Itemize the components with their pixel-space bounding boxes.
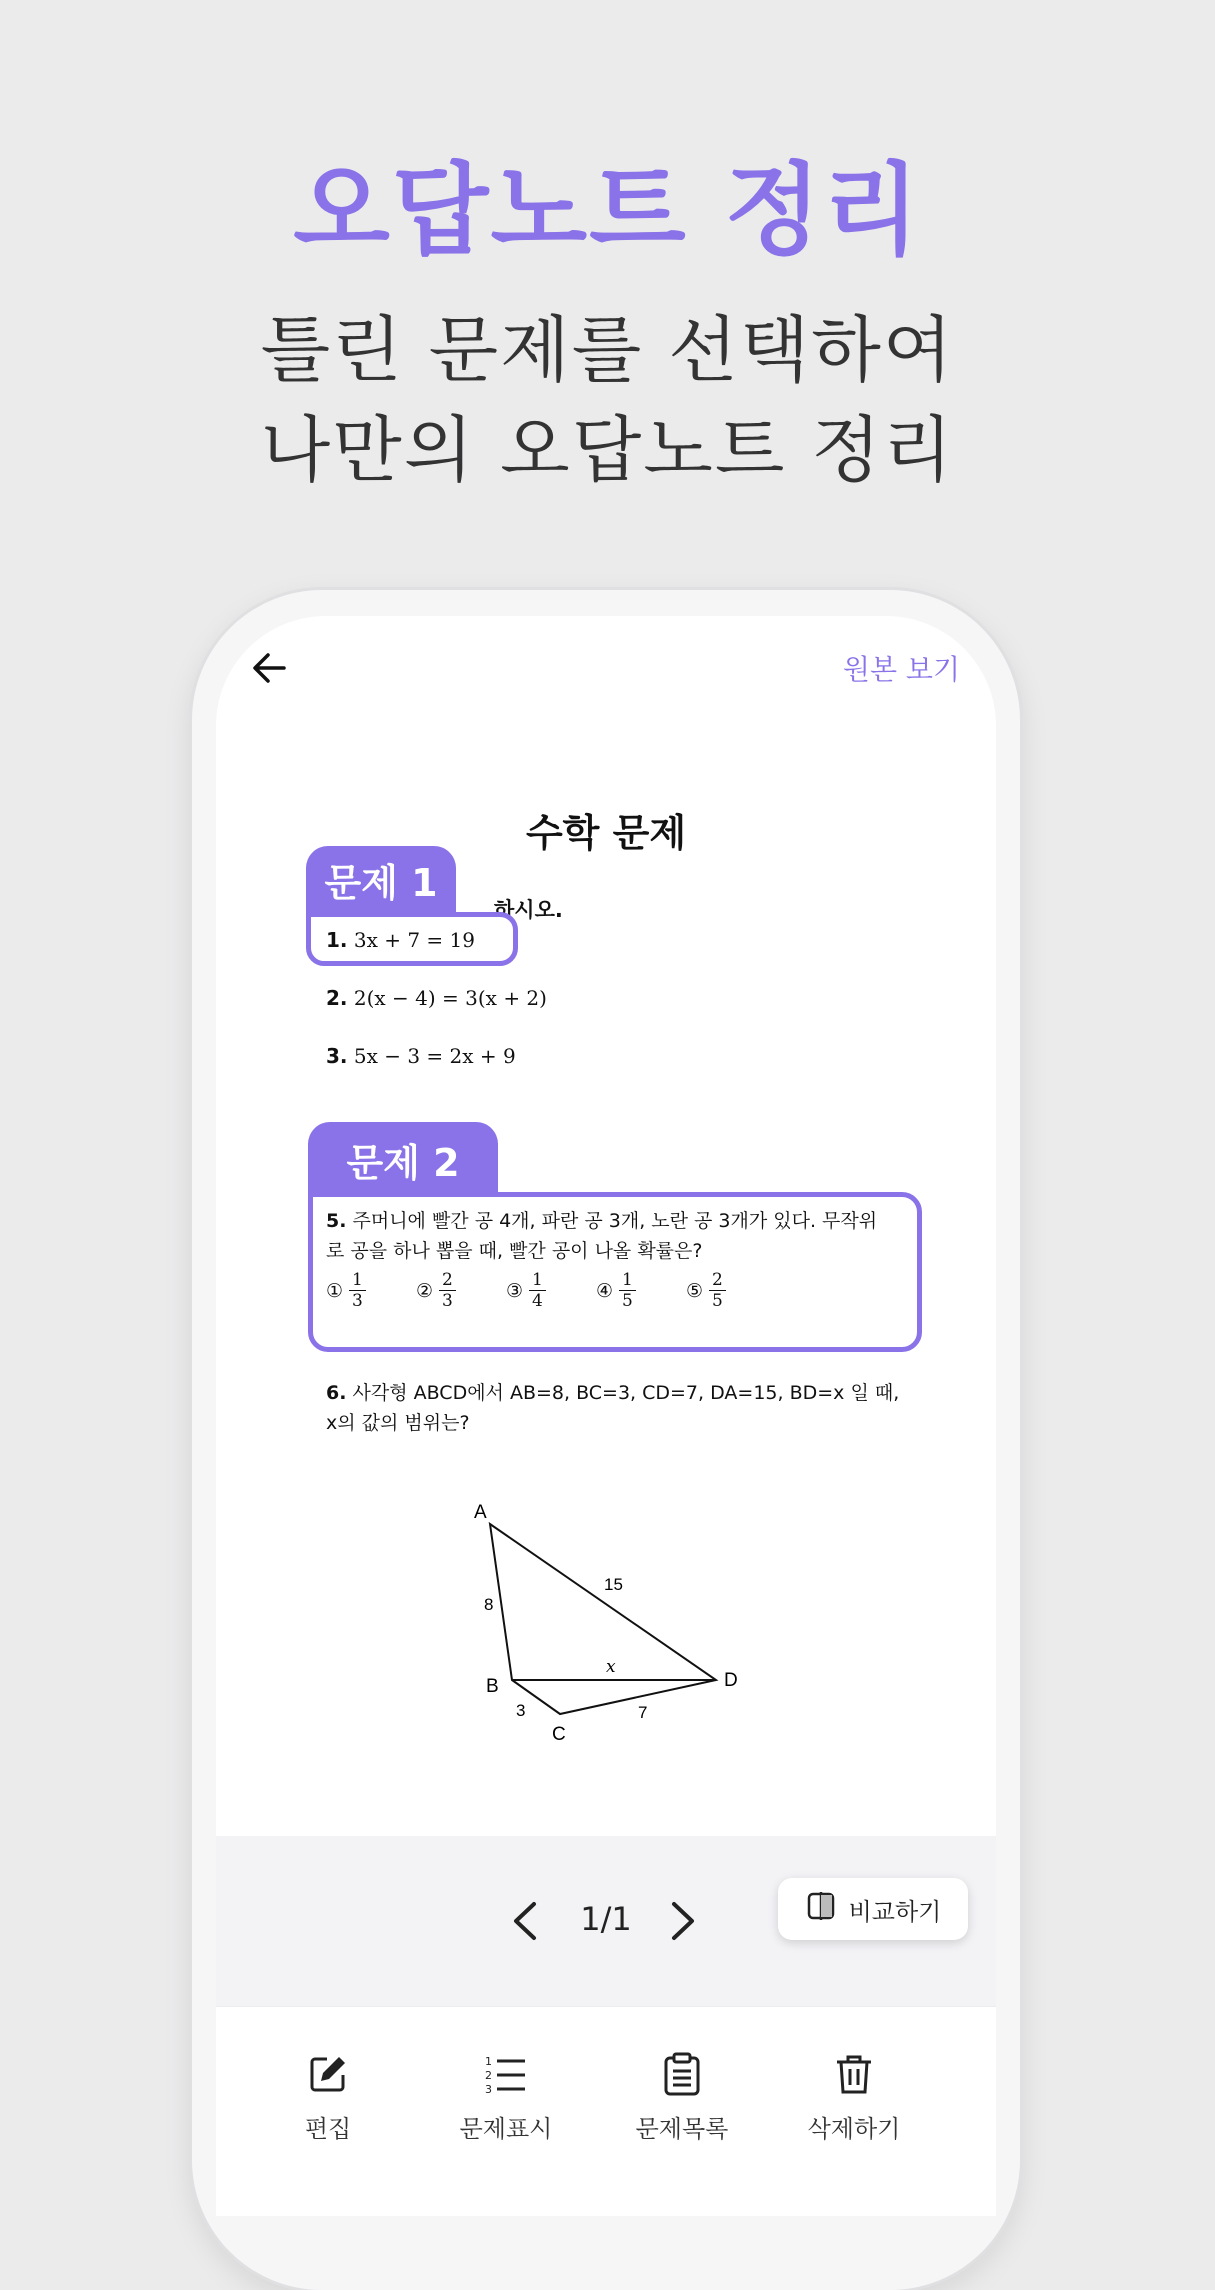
compare-label: 비교하기 — [848, 1897, 942, 1926]
question-2 — [326, 986, 547, 1010]
choice-mark: ⑤ — [686, 1279, 704, 1302]
question-6 — [326, 1378, 906, 1438]
choice-mark: ① — [326, 1279, 344, 1302]
quadrilateral-figure — [446, 1476, 766, 1776]
mark-problems-label: 문제표시 — [459, 2115, 553, 2143]
delete-button[interactable] — [774, 2051, 934, 2144]
question-3-text: 5x − 3 = 2x + 9 — [353, 1044, 516, 1068]
edge-cd-label: 7 — [638, 1703, 648, 1722]
choice-numerator: 1 — [619, 1270, 636, 1291]
problem-1-tag[interactable]: 문제 1 — [306, 846, 456, 912]
vertex-b-label: B — [486, 1676, 499, 1697]
delete-label: 삭제하기 — [807, 2115, 901, 2143]
edit-label: 편집 — [304, 2115, 352, 2143]
page-indicator: 1/1 — [580, 1900, 632, 1938]
svg-text:1: 1 — [485, 2055, 492, 2068]
question-3 — [326, 1044, 516, 1068]
edit-button[interactable] — [248, 2051, 408, 2144]
choice-denominator: 4 — [532, 1291, 543, 1311]
vertex-d-label: D — [724, 1670, 738, 1691]
numbered-list-icon — [483, 2051, 529, 2097]
question-5-number: 5. — [326, 1210, 347, 1232]
problem-2-tag[interactable]: 문제 2 — [308, 1122, 498, 1196]
edge-bc-label: 3 — [516, 1701, 526, 1720]
choice-denominator: 3 — [352, 1291, 363, 1311]
choice-mark: ② — [416, 1279, 434, 1302]
choice-2 — [416, 1270, 506, 1311]
question-1-number: 1. — [326, 928, 348, 952]
trash-icon — [831, 2051, 877, 2097]
edit-icon — [305, 2051, 351, 2097]
question-1-text: 3x + 7 = 19 — [353, 928, 475, 952]
pager-bar — [216, 1836, 996, 2006]
problem-list-button[interactable] — [602, 2051, 762, 2144]
problem-1-selection-frame[interactable] — [306, 912, 518, 966]
problem-list-label: 문제목록 — [635, 2115, 729, 2143]
question-6-number: 6. — [326, 1382, 347, 1404]
question-5-choices — [326, 1270, 776, 1311]
vertex-c-label: C — [552, 1724, 566, 1745]
mark-problems-button[interactable] — [426, 2051, 586, 2144]
hero-subtitle-line2: 나만의 오답노트 정리 — [260, 408, 955, 492]
choice-mark: ④ — [596, 1279, 614, 1302]
svg-text:3: 3 — [485, 2083, 492, 2096]
question-2-number: 2. — [326, 986, 348, 1010]
vertex-a-label: A — [474, 1502, 487, 1523]
clipboard-list-icon — [659, 2051, 705, 2097]
choice-denominator: 5 — [622, 1291, 633, 1311]
compare-icon — [805, 1890, 837, 1928]
choice-denominator: 3 — [442, 1291, 453, 1311]
hero-subtitle-line1: 틀린 문제를 선택하여 — [260, 308, 955, 392]
question-2-text: 2(x − 4) = 3(x + 2) — [353, 986, 547, 1010]
choice-denominator: 5 — [712, 1291, 723, 1311]
prev-page-chevron-icon[interactable] — [506, 1896, 546, 1946]
edge-bd-label: x — [606, 1657, 616, 1677]
question-6-text: 사각형 ABCD에서 AB=8, BC=3, CD=7, DA=15, BD=x 일 때, x의 값의 범위는? — [326, 1382, 900, 1434]
phone-screen — [216, 616, 996, 2216]
choice-3 — [506, 1270, 596, 1311]
choice-numerator: 2 — [709, 1270, 726, 1291]
next-page-chevron-icon[interactable] — [662, 1896, 702, 1946]
choice-numerator: 1 — [529, 1270, 546, 1291]
choice-numerator: 1 — [349, 1270, 366, 1291]
svg-text:2: 2 — [485, 2069, 492, 2082]
hero-title: 오답노트 정리 — [293, 152, 922, 269]
view-original-button[interactable]: 원본 보기 — [842, 653, 960, 686]
problem-document — [216, 616, 996, 1836]
instruction-text: 하시오. — [494, 898, 563, 922]
question-3-number: 3. — [326, 1044, 348, 1068]
choice-4 — [596, 1270, 686, 1311]
choice-1 — [326, 1270, 416, 1311]
bottom-toolbar — [216, 2006, 996, 2216]
document-title: 수학 문제 — [525, 811, 687, 855]
choice-numerator: 2 — [439, 1270, 456, 1291]
choice-mark: ③ — [506, 1279, 524, 1302]
compare-button[interactable] — [778, 1878, 968, 1940]
question-5-text: 주머니에 빨간 공 4개, 파란 공 3개, 노란 공 3개가 있다. 무작위로 공을 하나 뽑을 때, 빨간 공이 나올 확률은? — [326, 1210, 878, 1262]
choice-5 — [686, 1270, 776, 1311]
edge-ad-label: 15 — [604, 1575, 623, 1594]
question-5 — [326, 1206, 886, 1266]
edge-ab-label: 8 — [484, 1595, 494, 1614]
